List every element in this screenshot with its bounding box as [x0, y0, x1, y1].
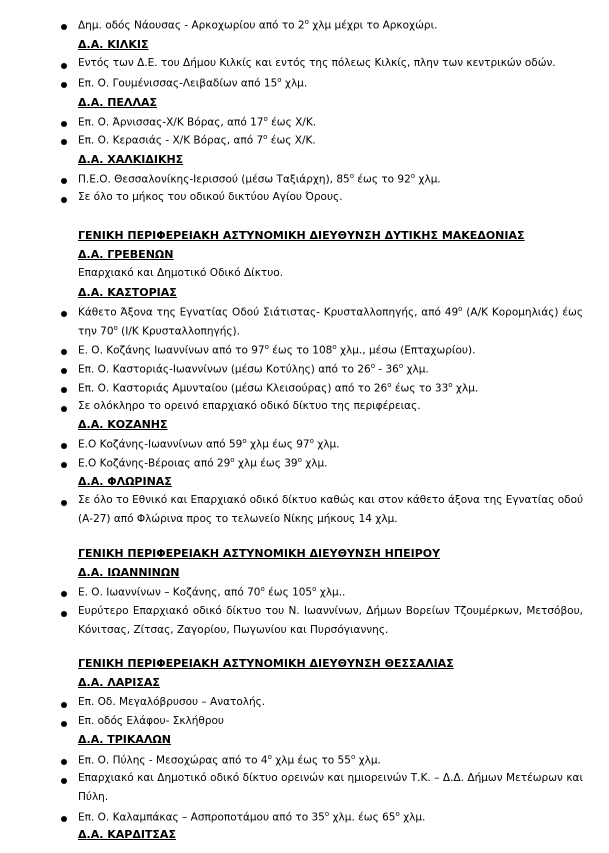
- bullet-icon: [61, 759, 67, 765]
- section-heading: ΓΕΝΙΚΗ ΠΕΡΙΦΕΡΕΙΑΚΗ ΑΣΤΥΝΟΜΙΚΗ ΔΙΕΥΘΥΝΣΗ ΔΥΤΙΚΗΣ ΜΑΚΕΔΟΝΙΑΣ: [78, 229, 525, 242]
- list-item: Δημ. οδός Νάουσας - Αρκοχωρίου από το $2^o$ χλμ μέχρι το Αρκοχώρι.: [78, 18, 438, 32]
- list-item: Ευρύτερο Επαρχιακό οδικό δίκτυο του Ν. Ιωαννίνων, Δήμων Βορείων Τζουμέρκων, Μετσόβου,: [78, 605, 583, 617]
- bullet-icon: [61, 178, 67, 184]
- list-item: Ε. Ο. Κοζάνης Ιωαννίνων από το $97^o$ έως το $108^o$ χλμ., μέσω (Επταχωρίου).: [78, 343, 476, 357]
- list-item: Κάθετο Άξονα της Εγνατίας Οδού Σιάτιστας- Κρυσταλλοπηγής, από $49^o$ (Α/Κ Κορομηλιάς) έως: [78, 305, 583, 319]
- list-item-continuation: την $70^o$ (Ι/Κ Κρυσταλλοπηγής).: [78, 324, 240, 338]
- district-heading: Δ.Α. ΚΑΣΤΟΡΙΑΣ: [78, 286, 177, 299]
- list-item: Επ. Οδ. Μεγαλόβρυσου – Ανατολής.: [78, 696, 266, 708]
- list-item: Σε όλο το μήκος του οδικού δικτύου Αγίου Όρους.: [78, 191, 343, 203]
- bullet-icon: [61, 368, 67, 374]
- list-item: Ε.Ο Κοζάνης-Βέροιας από $29^o$ χλμ έως $39^o$ χλμ.: [78, 456, 328, 470]
- bullet-icon: [61, 82, 67, 88]
- list-item: Εντός των Δ.Ε. του Δήμου Κιλκίς και εντός της πόλεως Κιλκίς, πλην των κεντρικών οδών.: [78, 57, 556, 69]
- district-heading: Δ.Α. ΙΩΑΝΝΙΝΩΝ: [78, 566, 180, 579]
- list-item: Επαρχιακό και Δημοτικό Οδικό Δίκτυο.: [78, 267, 284, 279]
- bullet-icon: [61, 462, 67, 468]
- bullet-icon: [61, 721, 67, 727]
- district-heading: Δ.Α. ΚΟΖΑΝΗΣ: [78, 418, 168, 431]
- district-heading: Δ.Α. ΤΡΙΚΑΛΩΝ: [78, 733, 171, 746]
- list-item: Επ. οδός Ελάφου- Σκλήθρου: [78, 715, 225, 727]
- bullet-icon: [61, 611, 67, 617]
- section-heading: ΓΕΝΙΚΗ ΠΕΡΙΦΕΡΕΙΑΚΗ ΑΣΤΥΝΟΜΙΚΗ ΔΙΕΥΘΥΝΣΗ ΗΠΕΙΡΟΥ: [78, 547, 441, 560]
- list-item-continuation: Πύλη.: [78, 791, 109, 803]
- bullet-icon: [61, 63, 67, 69]
- bullet-icon: [61, 121, 67, 127]
- list-item: Ε. Ο. Ιωαννίνων – Κοζάνης, από $70^o$ έως $105^o$ χλμ..: [78, 585, 346, 599]
- section-heading: ΓΕΝΙΚΗ ΠΕΡΙΦΕΡΕΙΑΚΗ ΑΣΤΥΝΟΜΙΚΗ ΔΙΕΥΘΥΝΣΗ ΘΕΣΣΑΛΙΑΣ: [78, 657, 454, 670]
- district-heading: Δ.Α. ΚΙΛΚΙΣ: [78, 38, 149, 51]
- bullet-icon: [61, 816, 67, 822]
- bullet-icon: [61, 139, 67, 145]
- bullet-icon: [61, 702, 67, 708]
- bullet-icon: [61, 591, 67, 597]
- list-item: Π.Ε.Ο. Θεσσαλονίκης-Ιερισσού (μέσω Ταξιάρχη), $85^o$ έως το $92^o$ χλμ.: [78, 172, 441, 186]
- list-item: Επ. Ο. Κερασιάς - Χ/Κ Βόρας, από $7^o$ έως Χ/Κ.: [78, 133, 316, 147]
- list-item-continuation: (Α-27) από Φλώρινα προς το τελωνείο Νίκης μήκους 14 χλμ.: [78, 513, 398, 525]
- list-item: Επ. Ο. Καστοριάς-Ιωαννίνων (μέσω Κοτύλης) από το $26^o - 36^o$ χλμ.: [78, 362, 429, 376]
- list-item: Επαρχιακό και Δημοτικό οδικό δίκτυο ορεινών και ημιορεινών Τ.Κ. – Δ.Δ. Δήμων Μετέωρων και: [78, 772, 583, 784]
- bullet-icon: [61, 406, 67, 412]
- list-item: Επ. Ο. Άρνισσας-Χ/Κ Βόρας, από $17^o$ έως Χ/Κ.: [78, 115, 317, 129]
- bullet-icon: [61, 387, 67, 393]
- list-item: Ε.Ο Κοζάνης-Ιωαννίνων από $59^o$ χλμ έως $97^o$ χλμ.: [78, 437, 340, 451]
- district-heading: Δ.Α. ΠΕΛΛΑΣ: [78, 96, 157, 109]
- district-heading: Δ.Α. ΧΑΛΚΙΔΙΚΗΣ: [78, 153, 184, 166]
- district-heading: Δ.Α. ΦΛΩΡΙΝΑΣ: [78, 475, 172, 488]
- bullet-icon: [61, 311, 67, 317]
- district-heading: Δ.Α. ΚΑΡΔΙΤΣΑΣ: [78, 828, 176, 841]
- list-item-continuation: Κόνιτσας, Ζίτσας, Ζαγορίου, Πωγωνίου και Πυρσόγιαννης.: [78, 624, 389, 636]
- list-item: Επ. Ο. Γουμένισσας-Λειβαδίων από $15^o$ χλμ.: [78, 76, 308, 90]
- bullet-icon: [61, 197, 67, 203]
- list-item: Επ. Ο. Καστοριάς Αμυνταίου (μέσω Κλεισούρας) από το $26^o$ έως το $33^o$ χλμ.: [78, 381, 479, 395]
- district-heading: Δ.Α. ΓΡΕΒΕΝΩΝ: [78, 248, 174, 261]
- list-item: Επ. Ο. Πύλης - Μεσοχώρας από το $4^o$ χλμ έως το $55^o$ χλμ.: [78, 753, 381, 767]
- list-item: Επ. Ο. Καλαμπάκας – Ασπροποτάμου από το $35^o$ χλμ. έως $65^o$ χλμ.: [78, 810, 426, 824]
- bullet-icon: [61, 778, 67, 784]
- bullet-icon: [61, 500, 67, 506]
- list-item: Σε όλο το Εθνικό και Επαρχιακό οδικό δίκτυο καθώς και στον κάθετο άξονα της Εγνατίας οδού: [78, 494, 584, 506]
- bullet-icon: [61, 24, 67, 30]
- bullet-icon: [61, 443, 67, 449]
- district-heading: Δ.Α. ΛΑΡΙΣΑΣ: [78, 676, 160, 689]
- bullet-icon: [61, 349, 67, 355]
- list-item: Σε ολόκληρο το ορεινό επαρχιακό οδικό δίκτυο της περιφέρειας.: [78, 400, 421, 412]
